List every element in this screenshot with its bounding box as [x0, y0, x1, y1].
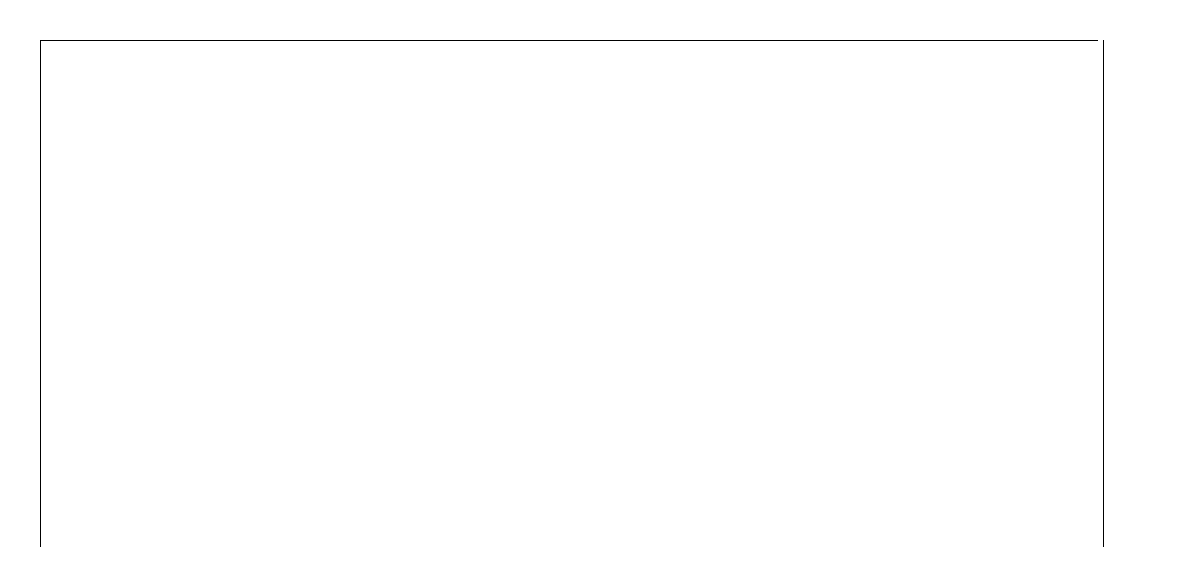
y-axis-labels	[0, 40, 30, 547]
x-axis-labels	[40, 550, 1098, 570]
heatmap-grid	[40, 40, 1098, 547]
colorbar	[1106, 40, 1156, 547]
colorbar-axis-line	[1103, 40, 1104, 547]
